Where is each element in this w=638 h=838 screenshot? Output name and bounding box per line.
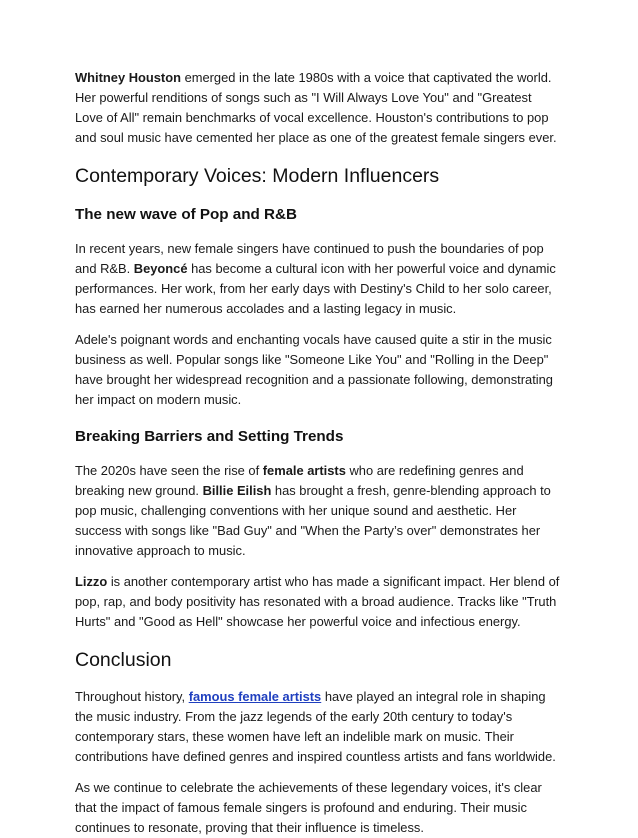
paragraph-beyonce: [75, 239, 563, 319]
paragraph-conclusion-1: [75, 687, 563, 767]
paragraph-conclusion-2: As we continue to celebrate the achievements of these legendary voices, it's clear that the impact of famous female singers is profound and enduring. Their music continues to resonate, proving that their influence is timeless.: [75, 780, 542, 835]
bold-female-artists: female artists: [262, 463, 346, 478]
subheading-breaking-barriers: Breaking Barriers and Setting Trends: [75, 428, 344, 445]
bold-billie-eilish: Billie Eilish: [202, 483, 272, 498]
text: who are redefining genres and breaking new ground.: [75, 463, 524, 498]
text: has brought a fresh, genre-blending approach to pop music, challenging conventions with her unique sound and aesthetic. Her success with songs like "Bad Guy" and "When the Party’s over" demonstrates her innovative approach to music.: [75, 483, 551, 558]
famous-female-artists-link[interactable]: famous female artists: [188, 689, 322, 704]
paragraph-lizzo: [75, 572, 563, 632]
bold-beyonce: Beyoncé: [133, 261, 188, 276]
paragraph-billie-eilish: [75, 461, 563, 561]
intro-text: emerged in the late 1980s with a voice that captivated the world. Her powerful renditions of songs such as "I Will Always Love You" and "Greatest Love of All" remain benchmarks of vocal excellence. Houston's contributions to pop and soul music have cemented her place as one of the greatest female singers ever.: [75, 70, 557, 145]
text: In recent years, new female singers have continued to push the boundaries of pop and R&B.: [75, 241, 544, 276]
text: Throughout history,: [75, 689, 189, 704]
paragraph-adele: Adele's poignant words and enchanting vocals have caused quite a stir in the music business as well. Popular songs like "Someone Like You" and "Rolling in the Deep" have brought her widespread recognition and a passionate following, demonstrating her impact on modern music.: [75, 332, 553, 407]
intro-paragraph: [75, 68, 563, 148]
intro-bold-name: Whitney Houston: [75, 70, 181, 85]
subheading-pop-rnb: The new wave of Pop and R&B: [75, 206, 297, 223]
section-heading-conclusion: Conclusion: [75, 649, 172, 671]
text: has become a cultural icon with her powerful voice and dynamic performances. Her work, from her early days with Destiny's Child to her solo career, has earned her numerous accolades and a lasting legacy in music.: [75, 261, 556, 316]
section-heading-contemporary: Contemporary Voices: Modern Influencers: [75, 165, 440, 187]
text: is another contemporary artist who has made a significant impact. Her blend of pop, rap, and body positivity has resonated with a broad audience. Tracks like "Truth Hurts" and "Good as Hell" showcase her powerful voice and infectious energy.: [75, 574, 560, 629]
text: The 2020s have seen the rise of: [75, 463, 263, 478]
bold-lizzo: Lizzo: [75, 574, 108, 589]
text: have played an integral role in shaping the music industry. From the jazz legends of the early 20th century to today's contemporary stars, these women have left an indelible mark on music. Their contributions have defined genres and inspired countless artists and fans worldwide.: [75, 689, 556, 764]
